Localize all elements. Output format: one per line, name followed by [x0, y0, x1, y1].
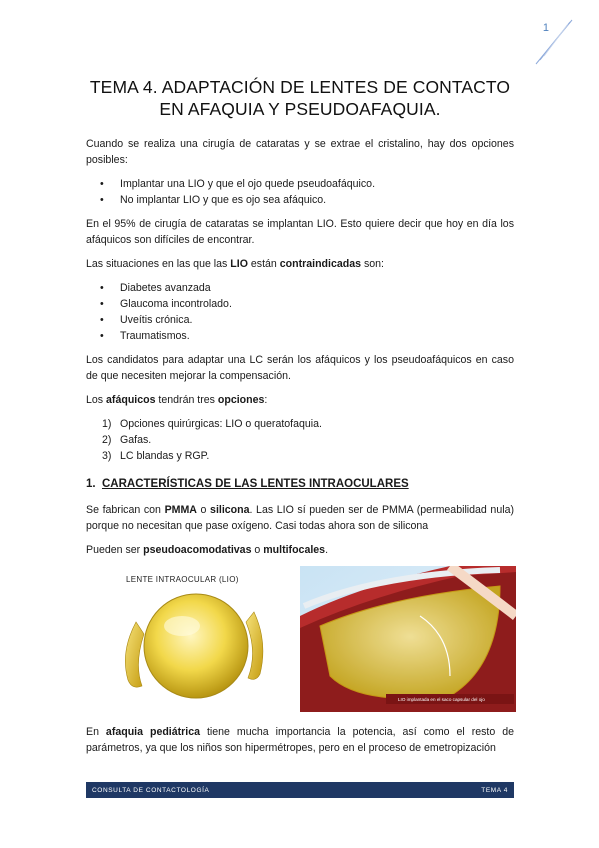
list-item: • Uveítis crónica. [86, 312, 514, 328]
title-line-1: TEMA 4. ADAPTACIÓN DE LENTES DE CONTACTO [89, 77, 511, 97]
candidates-paragraph: Los candidatos para adaptar una LC serán los afáquicos y los pseudoafáquicos en caso de que necesiten mejorar la compensación. [86, 354, 514, 382]
intraocular-lens-illustration [116, 582, 276, 712]
intro-bullet-list [86, 176, 514, 208]
contraindications-paragraph: Las situaciones en las que las LIO están contraindicadas son: [86, 258, 384, 270]
list-item: • Diabetes avanzada [86, 280, 514, 296]
implanted-lens-eye-figure [300, 566, 516, 712]
list-item: 1) Opciones quirúrgicas: LIO o queratofaquia. [102, 418, 322, 430]
section-heading: 1. CARACTERÍSTICAS DE LAS LENTES INTRAOCULARES [86, 478, 409, 490]
lens-types-paragraph: Pueden ser pseudoacomodativas o multifocales. [86, 544, 329, 556]
eye-cross-section-illustration [300, 566, 516, 712]
figure-caption: LIO implantada en el saco capsular del ojo [398, 697, 485, 702]
list-item: 3) LC blandas y RGP. [102, 450, 210, 462]
list-item: • Traumatismos. [86, 328, 514, 344]
footer-right-text: TEMA 4 [481, 786, 508, 794]
intro-paragraph: Cuando se realiza una cirugía de cataratas y se extrae el cristalino, hay dos opciones posibles: [86, 138, 514, 166]
list-item: • Implantar una LIO y que el ojo quede pseudoafáquico. [86, 176, 514, 192]
list-item: • Glaucoma incontrolado. [86, 296, 514, 312]
intraocular-lens-figure [116, 570, 276, 710]
page-title [80, 76, 520, 120]
list-item: • No implantar LIO y que es ojo sea afáquico. [86, 192, 514, 208]
figures-row [86, 566, 514, 714]
corner-decoration [524, 18, 574, 68]
figure-label: LENTE INTRAOCULAR (LIO) [126, 575, 239, 584]
options-numbered-list [86, 416, 514, 464]
cataract-statistic-paragraph: En el 95% de cirugía de cataratas se implantan LIO. Esto quiere decir que hoy en día los afáquicos son difíciles de encontrar. [86, 218, 514, 246]
list-item: 2) Gafas. [102, 434, 152, 446]
options-paragraph: Los afáquicos tendrán tres opciones: [86, 394, 268, 406]
materials-paragraph: Se fabrican con PMMA o silicona. Las LIO sí pueden ser de PMMA (permeabilidad nula) porque no necesitan que pase oxígeno. Casi todas ahora son de silicona [86, 504, 514, 532]
footer-left-text: CONSULTA DE CONTACTOLOGÍA [92, 786, 210, 794]
contraindications-list [86, 280, 514, 344]
page-number: 1 [542, 22, 549, 34]
title-line-2: EN AFAQUIA Y PSEUDOAFAQUIA. [159, 99, 441, 119]
footer-bar [86, 782, 514, 798]
pediatric-aphakia-paragraph: En afaquia pediátrica tiene mucha importancia la potencia, así como el resto de parámetros, ya que los niños son hipermétropes, pero en el proceso de emetropización [86, 726, 514, 754]
document-body [86, 136, 514, 764]
